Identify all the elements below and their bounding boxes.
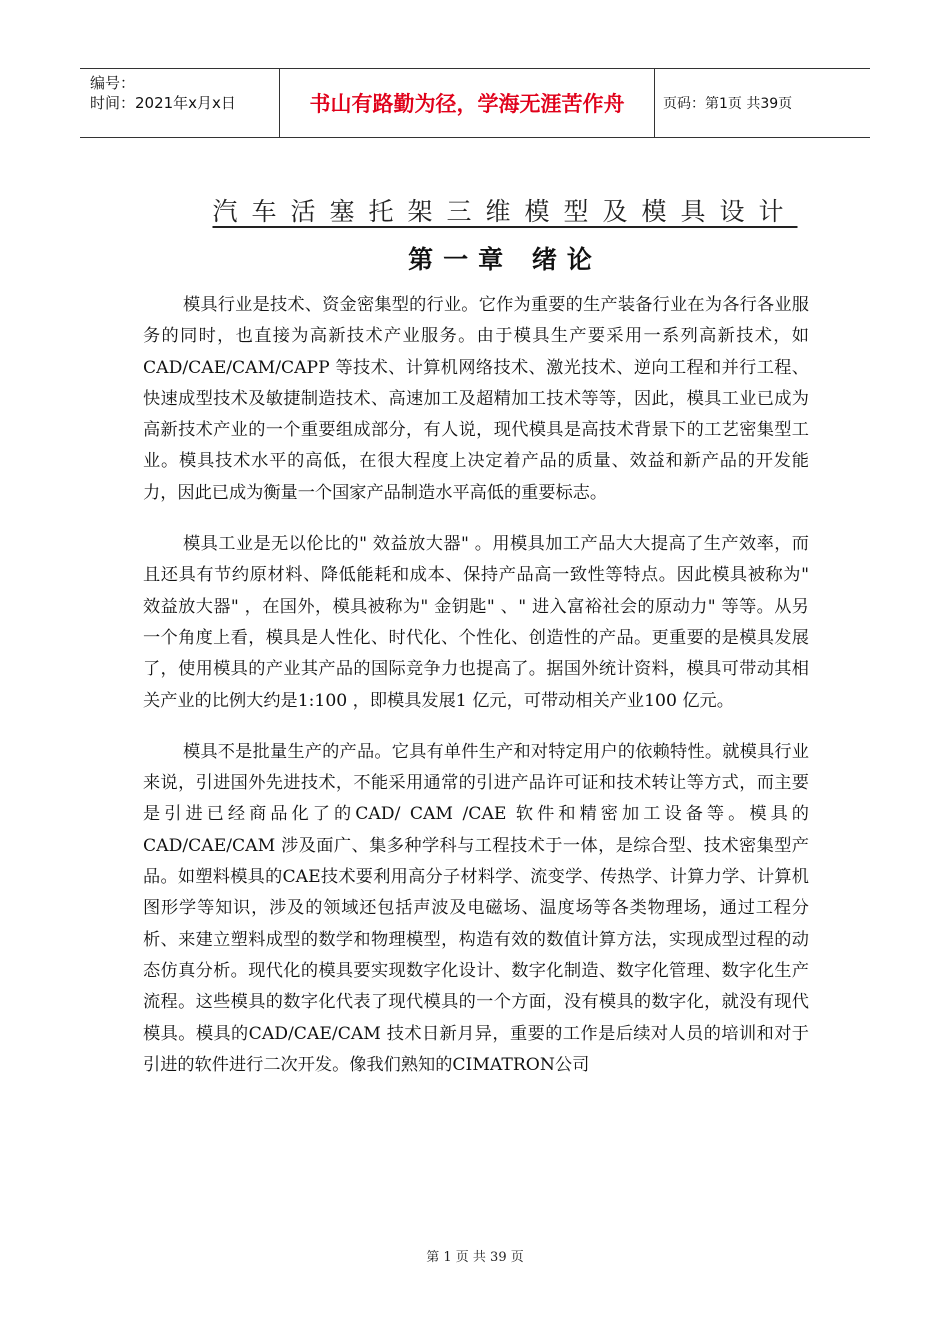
document-title: 汽车活塞托架三维模型及模具设计 xyxy=(212,197,798,226)
chapter-heading: 第一章 绪论 xyxy=(408,245,602,274)
page-header xyxy=(80,68,870,138)
document-body xyxy=(143,290,809,1081)
header-page-info: 页码：第1页 共39页 xyxy=(663,96,793,112)
header-motto: 书山有路勤为径，学海无涯苦作舟 xyxy=(280,69,655,137)
body-paragraph-2: 模具工业是无以伦比的" 效益放大器" 。用模具加工产品大大提高了生产效率，而且还具有节约原材料、降低能耗和成本、保持产品高一致性等特点。因此模具被称为" 效益放大器" ，在国外，模具被称为" 金钥匙" 、" 进入富裕社会的原动力" 等等。从另一个角度上看，模具是人性化、时代化、个性化、创造性的产品。更重要的是模具发展了，使用模具的产业其产品的国际竞争力也提高了。据国外统计资料，模具可带动其相关产业的比例大约是1:100 ，即模具发展1 亿元，可带动相关产业100 亿元。 xyxy=(143,534,809,711)
header-date-label: 时间：2021年x月x日 xyxy=(90,94,236,112)
header-number-label: 编号： xyxy=(90,74,136,92)
page-footer: 第 1 页 共 39 页 xyxy=(426,1250,524,1265)
body-paragraph-1: 模具行业是技术、资金密集型的行业。它作为重要的生产装备行业在为各行各业服务的同时，也直接为高新技术产业服务。由于模具生产要采用一系列高新技术，如CAD/CAE/CAM/CAPP 等技术、计算机网络技术、激光技术、逆向工程和并行工程、快速成型技术及敏捷制造技术、高速加工及超精加工技术等等，因此，模具工业已成为高新技术产业的一个重要组成部分，有人说，现代模具是高技术背景下的工艺密集型工业。模具技术水平的高低，在很大程度上决定着产品的质量、效益和新产品的开发能力，因此已成为衡量一个国家产品制造水平高低的重要标志。 xyxy=(143,295,809,503)
body-paragraph-3: 模具不是批量生产的产品。它具有单件生产和对特定用户的依赖特性。就模具行业来说，引进国外先进技术，不能采用通常的引进产品许可证和技术转让等方式，而主要是引进已经商品化了的CAD/ CAM /CAE 软件和精密加工设备等。模具的CAD/CAE/CAM 涉及面广、集多种学科与工程技术于一体，是综合型、技术密集型产品。如塑料模具的CAE技术要利用高分子材料学、流变学、传热学、计算力学、计算机图形学等知识，涉及的领域还包括声波及电磁场、温度场等各类物理场，通过工程分析、来建立塑料成型的数学和物理模型，构造有效的数值计算方法，实现成型过程的动态仿真分析。现代化的模具要实现数字化设计、数字化制造、数字化管理、数字化生产流程。这些模具的数字化代表了现代模具的一个方面，没有模具的数字化，就没有现代模具。模具的CAD/CAE/CAM 技术日新月异，重要的工作是后续对人员的培训和对于引进的软件进行二次开发。像我们熟知的CIMATRON公司 xyxy=(143,741,809,1075)
header-meta xyxy=(80,69,280,137)
